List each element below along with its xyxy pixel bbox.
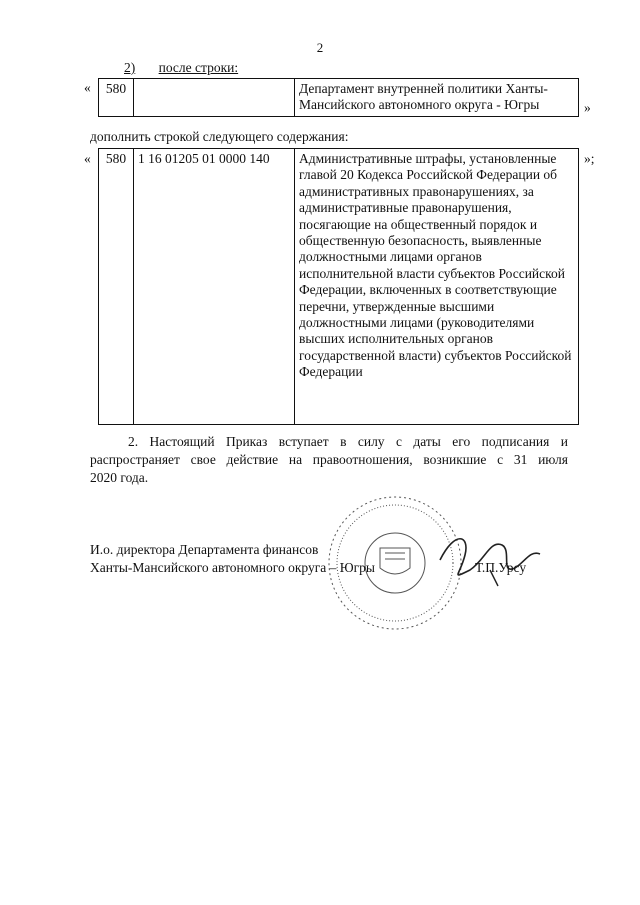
close-quote-1: » [584, 100, 591, 115]
paragraph-line: 2020 года. [90, 470, 149, 485]
close-quote-2: »; [584, 151, 595, 166]
cell-code: 580 [99, 149, 134, 425]
cell-name: Административные штрафы, установленные главой 20 Кодекса Российской Федерации об административных правонарушениях, за административные правонарушения, посягающие на общественный порядок и общественную безопасность, выявленные должностными лицами органов исполнительной власти субъектов Российской Федерации, включенных в соответствующие перечни, утвержденные высшими должностными лицами (руководителями высших исполнительных органов государственной власти) субъектов Российской Федерации [295, 149, 579, 425]
table-row [99, 79, 579, 117]
page-number: 2 [316, 40, 324, 55]
item-number: 2) [124, 60, 136, 75]
signature-title-line: И.о. директора Департамента финансов [90, 542, 319, 557]
cell-kbk [134, 79, 295, 117]
cell-name: Департамент внутренней политики Ханты-Мансийского автономного округа - Югры [295, 79, 579, 117]
paragraph-effective-date [90, 433, 568, 487]
open-quote-1: « [84, 80, 91, 95]
supplement-text: дополнить строкой следующего содержания: [90, 129, 349, 144]
cell-code: 580 [99, 79, 134, 117]
signature-title [90, 541, 375, 577]
item-heading [124, 60, 238, 76]
table-row [99, 149, 579, 425]
paragraph-line: 2. Настоящий Приказ вступает в силу с даты его подписания и [128, 434, 568, 449]
open-quote-2: « [84, 151, 91, 166]
table-row-new [98, 148, 579, 425]
table-row-before [98, 78, 579, 117]
cell-kbk: 1 16 01205 01 0000 140 [134, 149, 295, 425]
signer-name: Т.П.Урсу [475, 560, 527, 575]
paragraph-line: распространяет свое действие на правоотношения, возникшие с 31 июля [90, 452, 568, 467]
handwritten-signature [430, 520, 550, 590]
item-text: после строки: [158, 60, 239, 75]
signature-title-line: Ханты-Мансийского автономного округа – Югры [90, 560, 375, 575]
